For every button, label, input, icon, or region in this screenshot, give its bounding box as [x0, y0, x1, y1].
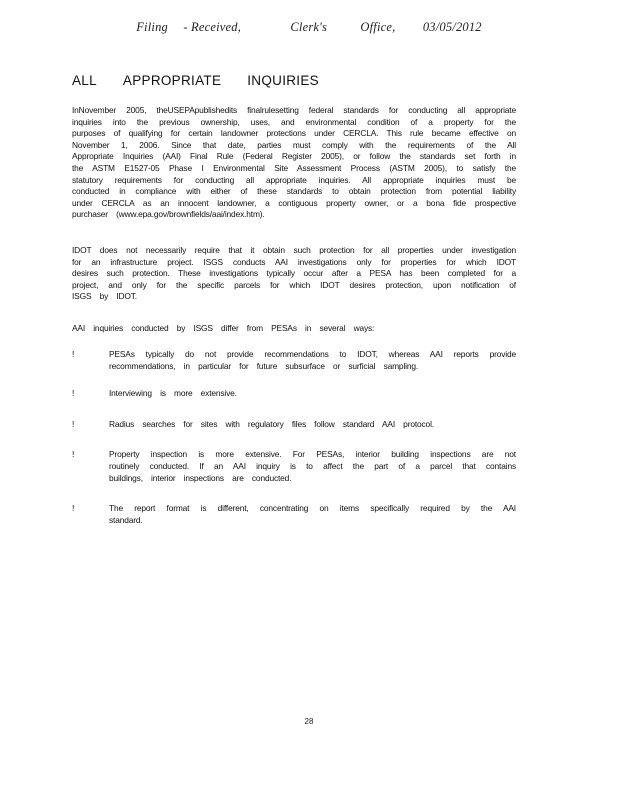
bullet-marker: !	[72, 388, 75, 399]
title-word-appropriate: APPROPRIATE	[122, 73, 222, 88]
bullet-marker: !	[72, 449, 75, 460]
list-item-text: Radius searches for sites with regulatory files follow standard AAI protocol.	[109, 418, 434, 429]
title-word-inquiries: INQUIRIES	[247, 73, 319, 88]
list-item	[72, 388, 516, 400]
paragraph-idot-protection: IDOT does not necessarily require that it obtain such protection for all properties under investigation for an infrastructure project. ISGS conducts AAI investigations only for properties for which IDOT desires such protection. These investigations typically occur after a PESA has been completed for a project, and only for the specific parcels for which IDOT desires protection, upon notification of ISGS by IDOT.	[72, 245, 516, 302]
differences-list	[72, 349, 516, 526]
header-clerks: Clerk's	[290, 20, 328, 34]
filing-stamp-header	[0, 20, 618, 35]
list-item-text: Interviewing is more extensive.	[109, 388, 237, 399]
list-item	[72, 419, 516, 431]
paragraph-aai-rule: InNovember 2005, theUSEPApublishedits finalrulesetting federal standards for conducting all appropriate inquiries into the previous ownership, uses, and environmental condition of a property for the purposes of qualifying for certain landowner protections under CERCLA. This rule became effective on November 1, 2006. Since that date, parties must comply with the requirements of the All Appropriate Inquiries (AAI) Final Rule (Federal Register 2005), or follow the standards set forth in the ASTM E1527-05 Phase I Environmental Site Assessment Process (ASTM 2005), to satisfy the statutory requirements for conducting all appropriate inquiries. All appropriate inquiries must be conducted in compliance with either of these standards to obtain protection from potential liability under CERCLA as an innocent landowner, a contiguous property owner, or a bona fide prospective purchaser (www.epa.gov/brownfields/aai/index.htm).	[72, 105, 516, 220]
header-received: - Received,	[183, 20, 242, 34]
list-item	[72, 349, 516, 372]
section-title	[72, 73, 345, 88]
title-word-all: ALL	[72, 73, 97, 88]
list-item	[72, 503, 516, 526]
bullet-marker: !	[72, 418, 75, 429]
header-date: 03/05/2012	[422, 20, 482, 34]
header-office: Office,	[360, 20, 396, 34]
list-item	[72, 449, 516, 484]
list-item-text: The report format is different, concentrating on items specifically required by the AAI standard.	[109, 503, 516, 525]
bullet-marker: !	[72, 503, 75, 514]
bullet-marker: !	[72, 349, 75, 359]
page-number: 28	[304, 717, 314, 726]
list-item-text: Property inspection is more extensive. For PESAs, interior building inspections are not routinely conducted. If an AAI inquiry is to affect the part of a parcel that contains buildings, interior inspections are conducted.	[109, 449, 516, 483]
paragraph-differences-intro: AAI inquiries conducted by ISGS differ from PESAs in several ways:	[72, 323, 375, 333]
list-item-text: PESAs typically do not provide recommendations to IDOT, whereas AAI reports provide recommendations, in particular for future subsurface or surficial sampling.	[109, 349, 516, 371]
header-filing: Filing	[136, 20, 168, 34]
